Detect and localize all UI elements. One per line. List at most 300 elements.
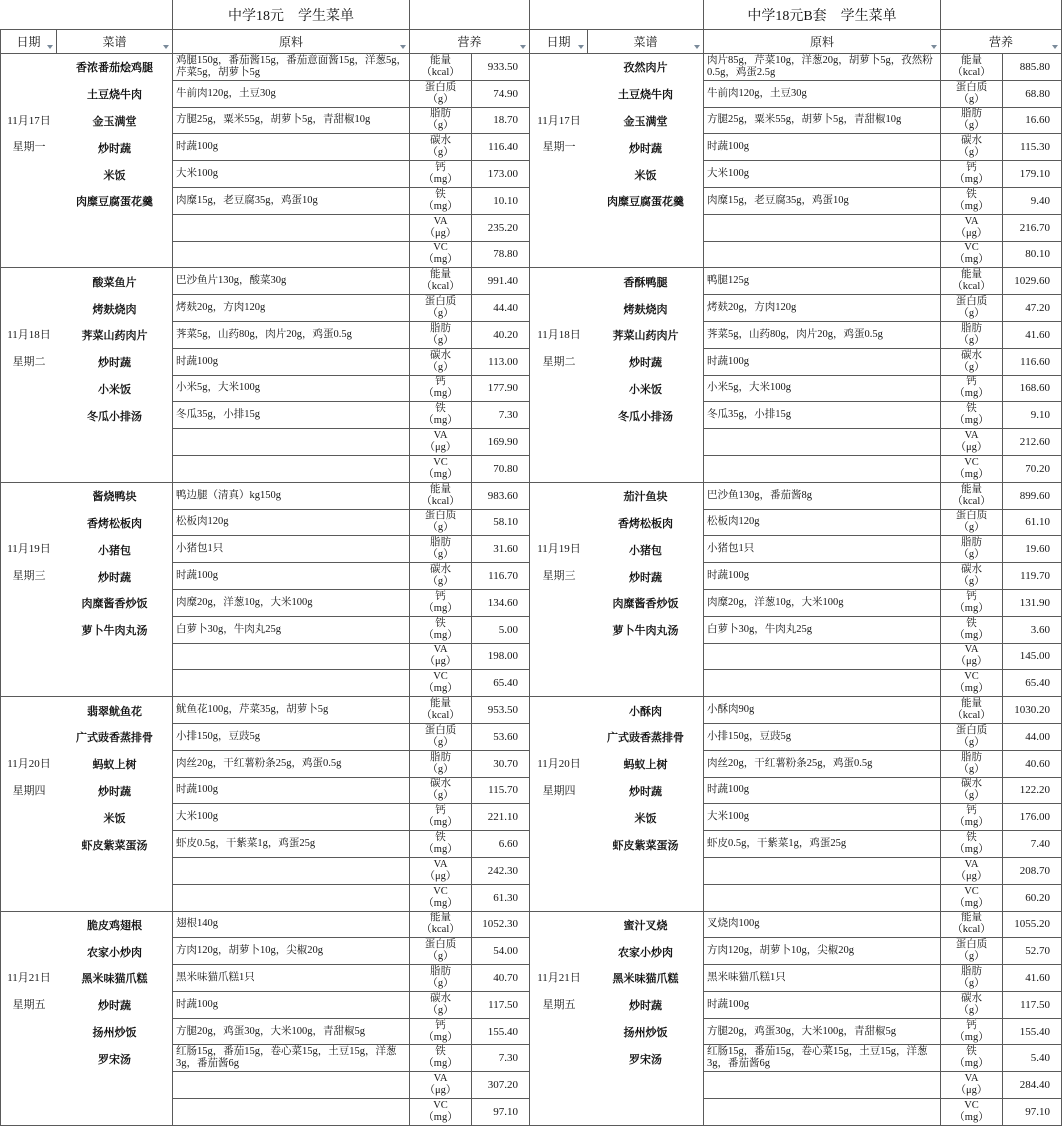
empty-ingredients-cell <box>704 885 941 912</box>
dish-ingredients: 肉糜15g，老豆腐35g，鸡蛋10g <box>173 188 410 215</box>
dish-ingredients: 小酥肉90g <box>704 697 941 724</box>
right-header-ingredients <box>704 30 941 54</box>
dish-name: 罗宋汤 <box>588 1045 704 1072</box>
nutrient-name: 碳水 <box>961 135 982 147</box>
nutrient-label <box>410 456 472 483</box>
nutrient-value: 16.60 <box>1003 108 1062 135</box>
nutrient-unit: （g） <box>427 334 454 346</box>
weekday-label: 星期四 <box>542 784 576 797</box>
nutrient-label <box>941 402 1003 429</box>
nutrient-name: 蛋白质 <box>955 296 988 308</box>
dish-ingredients: 翅根140g <box>173 912 410 939</box>
nutrient-value: 208.70 <box>1003 858 1062 885</box>
nutrient-unit: （g） <box>427 1004 454 1016</box>
nutrient-unit: （g） <box>958 736 985 748</box>
nutrient-value: 60.20 <box>1003 885 1062 912</box>
weekday-label: 星期二 <box>542 355 576 368</box>
nutrient-label <box>410 590 472 617</box>
empty-dish-cell <box>57 215 173 242</box>
nutrient-label <box>941 376 1003 403</box>
nutrient-name: 脂肪 <box>430 965 451 977</box>
header-ingredients-label: 原料 <box>809 35 834 49</box>
empty-dish-cell <box>588 456 704 483</box>
dish-ingredients: 牛前肉120g，土豆30g <box>704 81 941 108</box>
date-label: 11月18日 <box>537 328 581 341</box>
nutrient-unit: （μg） <box>955 227 988 239</box>
empty-ingredients-cell <box>173 670 410 697</box>
dish-name: 萝卜牛肉丸汤 <box>57 617 173 644</box>
date-label: 11月17日 <box>537 114 581 127</box>
nutrient-value: 131.90 <box>1003 590 1062 617</box>
empty-dish-cell <box>57 858 173 885</box>
nutrient-unit: （g） <box>958 549 985 561</box>
nutrient-value: 1030.20 <box>1003 697 1062 724</box>
nutrient-name: 脂肪 <box>430 108 451 120</box>
nutrient-value: 54.00 <box>472 938 530 965</box>
filter-arrow-icon[interactable] <box>1052 45 1058 49</box>
nutrient-value: 7.30 <box>472 402 530 429</box>
weekday-label: 星期三 <box>12 570 46 583</box>
nutrient-value: 9.10 <box>1003 402 1062 429</box>
nutrient-label <box>410 54 472 81</box>
dish-name: 香烤松板肉 <box>588 510 704 537</box>
nutrient-value: 176.00 <box>1003 804 1062 831</box>
dish-name: 金玉满堂 <box>588 108 704 135</box>
nutrient-label <box>410 1045 472 1072</box>
nutrient-value: 30.70 <box>472 751 530 778</box>
nutrient-label <box>941 724 1003 751</box>
nutrient-name: 铁 <box>435 832 446 843</box>
filter-arrow-icon[interactable] <box>931 45 937 49</box>
header-ingredients-label: 原料 <box>278 35 303 49</box>
nutrient-value: 5.40 <box>1003 1045 1062 1072</box>
left-date-cell <box>0 697 57 911</box>
dish-ingredients: 时蔬100g <box>704 563 941 590</box>
nutrient-name: 铁 <box>966 1046 977 1058</box>
nutrient-value: 40.60 <box>1003 751 1062 778</box>
nutrient-name: 脂肪 <box>961 965 982 977</box>
empty-ingredients-cell <box>173 885 410 912</box>
dish-name: 小米饭 <box>57 376 173 403</box>
dish-name: 蚂蚁上树 <box>57 751 173 778</box>
filter-arrow-icon[interactable] <box>578 45 584 49</box>
empty-dish-cell <box>588 885 704 912</box>
nutrient-value: 122.20 <box>1003 778 1062 805</box>
dish-ingredients: 烤麸20g，方肉120g <box>704 295 941 322</box>
nutrient-unit: （g） <box>958 522 985 534</box>
nutrient-name: 钙 <box>966 590 977 602</box>
nutrient-unit: （g） <box>427 790 454 802</box>
nutrient-label <box>410 161 472 188</box>
dish-ingredients: 巴沙鱼130g，番茄酱8g <box>704 483 941 510</box>
nutrient-unit: （g） <box>427 576 454 588</box>
dish-ingredients: 时蔬100g <box>704 134 941 161</box>
nutrient-name: 碳水 <box>961 349 982 361</box>
nutrient-value: 212.60 <box>1003 429 1062 456</box>
nutrient-unit: （g） <box>427 93 454 105</box>
nutrient-label <box>941 778 1003 805</box>
empty-ingredients-cell <box>704 1072 941 1099</box>
filter-arrow-icon[interactable] <box>163 45 169 49</box>
nutrient-name: VA <box>433 644 448 656</box>
nutrient-unit: （g） <box>427 120 454 132</box>
dish-name: 农家小炒肉 <box>57 938 173 965</box>
weekday-label: 星期二 <box>12 355 46 368</box>
nutrient-label <box>941 912 1003 939</box>
nutrient-name: VC <box>433 242 448 254</box>
dish-ingredients: 虾皮0.5g，干紫菜1g，鸡蛋25g <box>704 831 941 858</box>
nutrient-name: 能量 <box>961 54 982 66</box>
nutrient-unit: （mg） <box>423 897 458 909</box>
nutrient-value: 31.60 <box>472 536 530 563</box>
nutrient-label <box>410 134 472 161</box>
nutrient-unit: （mg） <box>423 1031 458 1043</box>
dish-name: 香浓番茄烩鸡腿 <box>57 54 173 81</box>
nutrient-value: 115.70 <box>472 778 530 805</box>
dish-ingredients: 时蔬100g <box>173 992 410 1019</box>
empty-dish-cell <box>57 670 173 697</box>
nutrient-label <box>410 778 472 805</box>
dish-ingredients: 时蔬100g <box>704 992 941 1019</box>
nutrient-name: 碳水 <box>430 564 451 576</box>
right-date-cell <box>530 268 588 482</box>
nutrient-unit: （kcal） <box>952 924 991 936</box>
nutrient-value: 44.40 <box>472 295 530 322</box>
nutrient-value: 52.70 <box>1003 938 1062 965</box>
nutrient-unit: （mg） <box>423 629 458 641</box>
filter-arrow-icon[interactable] <box>694 45 700 49</box>
nutrient-label <box>410 81 472 108</box>
dish-ingredients: 时蔬100g <box>173 563 410 590</box>
dish-ingredients: 烤麸20g，方肉120g <box>173 295 410 322</box>
nutrient-unit: （mg） <box>954 1058 989 1070</box>
date-label: 11月20日 <box>537 757 581 770</box>
nutrient-label <box>941 1099 1003 1126</box>
nutrient-unit: （g） <box>958 977 985 989</box>
filter-arrow-icon[interactable] <box>520 45 526 49</box>
nutrient-label <box>941 617 1003 644</box>
nutrient-value: 19.60 <box>1003 536 1062 563</box>
nutrient-value: 5.00 <box>472 617 530 644</box>
empty-ingredients-cell <box>704 215 941 242</box>
left-date-cell <box>0 483 57 697</box>
dish-ingredients: 大米100g <box>704 161 941 188</box>
dish-ingredients: 时蔬100g <box>704 778 941 805</box>
nutrient-unit: （μg） <box>424 870 457 882</box>
nutrient-unit: （kcal） <box>421 710 460 722</box>
date-label: 11月21日 <box>537 972 581 985</box>
dish-ingredients: 白萝卜30g，牛肉丸25g <box>173 617 410 644</box>
dish-name: 炒时蔬 <box>57 349 173 376</box>
empty-ingredients-cell <box>173 858 410 885</box>
nutrient-label <box>941 510 1003 537</box>
nutrient-name: 碳水 <box>961 564 982 576</box>
dish-ingredients: 荠菜5g，山药80g，肉片20g，鸡蛋0.5g <box>173 322 410 349</box>
nutrient-label <box>410 1072 472 1099</box>
nutrient-unit: （mg） <box>954 844 989 855</box>
nutrient-unit: （g） <box>427 951 454 963</box>
nutrient-unit: （mg） <box>423 388 458 400</box>
right-date-cell <box>530 54 588 268</box>
dish-name: 米饭 <box>588 161 704 188</box>
dish-ingredients: 白萝卜30g，牛肉丸25g <box>704 617 941 644</box>
dish-ingredients: 肉片85g，芹菜10g，洋葱20g，胡萝卜5g，孜然粉0.5g，鸡蛋2.5g <box>704 54 941 81</box>
nutrient-name: 钙 <box>966 1019 977 1031</box>
nutrient-name: 碳水 <box>430 135 451 147</box>
nutrient-value: 307.20 <box>472 1072 530 1099</box>
nutrient-name: 能量 <box>961 483 982 495</box>
dish-name: 肉糜酱香炒饭 <box>57 590 173 617</box>
dish-name: 萝卜牛肉丸汤 <box>588 617 704 644</box>
dish-name: 虾皮紫菜蛋汤 <box>57 831 173 858</box>
header-nutrition-label: 营养 <box>457 35 482 49</box>
dish-name: 蚂蚁上树 <box>588 751 704 778</box>
nutrient-label <box>410 751 472 778</box>
dish-ingredients: 巴沙鱼片130g，酸菜30g <box>173 268 410 295</box>
dish-name: 炒时蔬 <box>588 563 704 590</box>
date-label: 11月17日 <box>7 114 51 127</box>
dish-ingredients: 小排150g，豆豉5g <box>173 724 410 751</box>
nutrient-unit: （mg） <box>954 174 989 186</box>
header-nutrition-label: 营养 <box>988 35 1013 49</box>
dish-ingredients: 小猪包1只 <box>704 536 941 563</box>
nutrient-unit: （mg） <box>423 174 458 186</box>
empty-ingredients-cell <box>704 858 941 885</box>
date-label: 11月19日 <box>537 543 581 556</box>
empty-dish-cell <box>588 215 704 242</box>
left-date-cell <box>0 912 57 1126</box>
nutrient-unit: （mg） <box>423 683 458 695</box>
nutrient-name: 蛋白质 <box>955 81 988 93</box>
nutrient-name: 铁 <box>435 1046 446 1058</box>
left-header-dish <box>57 30 173 54</box>
dish-ingredients: 大米100g <box>173 161 410 188</box>
nutrient-value: 216.70 <box>1003 215 1062 242</box>
nutrient-value: 983.60 <box>472 483 530 510</box>
empty-dish-cell <box>57 644 173 671</box>
nutrient-label <box>941 349 1003 376</box>
nutrient-value: 221.10 <box>472 804 530 831</box>
nutrient-unit: （mg） <box>954 468 989 480</box>
nutrient-label <box>941 965 1003 992</box>
nutrient-unit: （mg） <box>423 468 458 480</box>
nutrient-unit: （g） <box>958 763 985 775</box>
nutrient-value: 80.10 <box>1003 242 1062 269</box>
nutrient-label <box>941 242 1003 269</box>
dish-ingredients: 方腿25g，粟米55g，胡萝卜5g，青甜椒10g <box>704 108 941 135</box>
right-header-nutrition <box>941 30 1062 54</box>
menu-title-left: 中学18元 学生菜单 <box>173 0 410 30</box>
dish-name: 炒时蔬 <box>588 134 704 161</box>
dish-name: 虾皮紫菜蛋汤 <box>588 831 704 858</box>
nutrient-name: 钙 <box>435 162 446 174</box>
nutrient-value: 953.50 <box>472 697 530 724</box>
nutrient-name: VA <box>433 215 448 227</box>
nutrient-unit: （g） <box>958 120 985 132</box>
nutrient-unit: （g） <box>427 977 454 989</box>
nutrient-value: 10.10 <box>472 188 530 215</box>
nutrient-value: 58.10 <box>472 510 530 537</box>
nutrient-label <box>410 215 472 242</box>
empty-ingredients-cell <box>173 1072 410 1099</box>
dish-ingredients: 叉烧肉100g <box>704 912 941 939</box>
dish-name: 孜然肉片 <box>588 54 704 81</box>
dish-name: 香烤松板肉 <box>57 510 173 537</box>
dish-ingredients: 牛前肉120g，土豆30g <box>173 81 410 108</box>
nutrient-value: 169.90 <box>472 429 530 456</box>
empty-ingredients-cell <box>704 429 941 456</box>
empty-dish-cell <box>57 456 173 483</box>
nutrient-label <box>410 322 472 349</box>
nutrient-label <box>941 644 1003 671</box>
nutrient-label <box>410 724 472 751</box>
dish-ingredients: 鸡腿150g，番茄酱15g，番茄意面酱15g，洋葱5g，芹菜5g，胡萝卜5g <box>173 54 410 81</box>
nutrient-label <box>941 54 1003 81</box>
nutrient-value: 44.00 <box>1003 724 1062 751</box>
nutrient-name: 能量 <box>430 698 451 710</box>
dish-ingredients: 鱿鱼花100g，芹菜35g，胡萝卜5g <box>173 697 410 724</box>
dish-ingredients: 松板肉120g <box>173 510 410 537</box>
dish-name: 肉糜豆腐蛋花羹 <box>588 188 704 215</box>
dish-name: 茄汁鱼块 <box>588 483 704 510</box>
nutrient-value: 78.80 <box>472 242 530 269</box>
nutrient-name: 铁 <box>435 617 446 629</box>
nutrient-label <box>410 697 472 724</box>
nutrient-value: 1055.20 <box>1003 912 1062 939</box>
nutrient-name: VC <box>964 671 979 683</box>
date-label: 11月19日 <box>7 543 51 556</box>
nutrient-unit: （mg） <box>423 1111 458 1123</box>
nutrient-name: VA <box>964 430 979 442</box>
weekday-label: 星期三 <box>542 570 576 583</box>
nutrient-name: VA <box>433 430 448 442</box>
nutrient-label <box>941 188 1003 215</box>
dish-name: 黑米味猫爪糕 <box>57 965 173 992</box>
dish-name: 土豆烧牛肉 <box>588 81 704 108</box>
dish-name: 酸菜鱼片 <box>57 268 173 295</box>
nutrient-label <box>410 295 472 322</box>
nutrient-label <box>941 885 1003 912</box>
dish-name: 荠菜山药肉片 <box>588 322 704 349</box>
nutrient-unit: （μg） <box>955 442 988 454</box>
nutrient-value: 284.40 <box>1003 1072 1062 1099</box>
nutrient-value: 7.30 <box>472 1045 530 1072</box>
nutrient-unit: （g） <box>427 147 454 159</box>
nutrient-label <box>941 938 1003 965</box>
nutrient-value: 1029.60 <box>1003 268 1062 295</box>
nutrient-unit: （mg） <box>954 602 989 614</box>
left-header-date <box>0 30 57 54</box>
dish-name: 炒时蔬 <box>588 992 704 1019</box>
right-date-cell <box>530 483 588 697</box>
dish-name: 烤麸烧肉 <box>588 295 704 322</box>
nutrient-value: 40.20 <box>472 322 530 349</box>
left-header-ingredients <box>173 30 410 54</box>
left-header-nutrition <box>410 30 530 54</box>
nutrient-label <box>410 992 472 1019</box>
dish-name: 小猪包 <box>57 536 173 563</box>
nutrient-value: 155.40 <box>1003 1019 1062 1046</box>
dish-name: 肉糜豆腐蛋花羹 <box>57 188 173 215</box>
dish-ingredients: 黑米味猫爪糕1只 <box>704 965 941 992</box>
dish-name: 炒时蔬 <box>588 778 704 805</box>
dish-ingredients: 肉糜20g，洋葱10g，大米100g <box>704 590 941 617</box>
empty-dish-cell <box>588 1072 704 1099</box>
nutrient-value: 899.60 <box>1003 483 1062 510</box>
nutrient-name: VC <box>433 671 448 683</box>
dish-ingredients: 时蔬100g <box>173 134 410 161</box>
nutrient-value: 97.10 <box>472 1099 530 1126</box>
nutrient-name: 蛋白质 <box>955 724 988 736</box>
nutrient-name: 脂肪 <box>430 322 451 334</box>
nutrient-value: 113.00 <box>472 349 530 376</box>
nutrient-label <box>410 536 472 563</box>
nutrient-name: 能量 <box>430 269 451 281</box>
nutrient-value: 40.70 <box>472 965 530 992</box>
nutrient-unit: （mg） <box>954 254 989 266</box>
dish-name: 罗宋汤 <box>57 1045 173 1072</box>
nutrient-unit: （mg） <box>954 1031 989 1043</box>
nutrient-label <box>941 268 1003 295</box>
nutrient-name: 钙 <box>435 1019 446 1031</box>
weekday-label: 星期一 <box>542 141 576 154</box>
nutrient-name: 能量 <box>430 912 451 924</box>
empty-dish-cell <box>588 858 704 885</box>
title-spacer <box>410 0 530 30</box>
nutrient-value: 116.70 <box>472 563 530 590</box>
dish-name: 小猪包 <box>588 536 704 563</box>
nutrient-label <box>410 965 472 992</box>
nutrient-name: VA <box>964 858 979 870</box>
nutrient-name: 蛋白质 <box>424 81 457 93</box>
nutrient-name: 蛋白质 <box>955 939 988 951</box>
dish-name: 扬州炒饭 <box>588 1019 704 1046</box>
dish-name: 蜜汁叉烧 <box>588 912 704 939</box>
nutrient-name: 钙 <box>435 590 446 602</box>
nutrient-name: 钙 <box>966 162 977 174</box>
date-label: 11月18日 <box>7 328 51 341</box>
empty-ingredients-cell <box>173 215 410 242</box>
dish-name: 广式豉香蒸排骨 <box>57 724 173 751</box>
nutrient-name: 能量 <box>430 483 451 495</box>
weekday-label: 星期五 <box>12 998 46 1011</box>
nutrient-value: 47.20 <box>1003 295 1062 322</box>
dish-ingredients: 方腿20g，鸡蛋30g，大米100g，青甜椒5g <box>704 1019 941 1046</box>
nutrient-label <box>941 697 1003 724</box>
nutrient-unit: （kcal） <box>421 281 460 293</box>
nutrient-value: 117.50 <box>1003 992 1062 1019</box>
weekday-label: 星期四 <box>12 784 46 797</box>
dish-name: 炒时蔬 <box>57 563 173 590</box>
nutrient-name: 钙 <box>966 376 977 388</box>
menu-title-right: 中学18元B套 学生菜单 <box>704 0 941 30</box>
nutrient-value: 145.00 <box>1003 644 1062 671</box>
nutrient-label <box>941 590 1003 617</box>
dish-ingredients: 时蔬100g <box>173 778 410 805</box>
dish-name: 烤麸烧肉 <box>57 295 173 322</box>
nutrient-value: 68.80 <box>1003 81 1062 108</box>
right-date-cell <box>530 912 588 1126</box>
dish-ingredients: 松板肉120g <box>704 510 941 537</box>
nutrient-unit: （mg） <box>954 683 989 695</box>
dish-ingredients: 方腿20g，鸡蛋30g，大米100g，青甜椒5g <box>173 1019 410 1046</box>
nutrient-unit: （mg） <box>423 254 458 266</box>
nutrient-name: 能量 <box>961 269 982 281</box>
filter-arrow-icon[interactable] <box>47 45 53 49</box>
filter-arrow-icon[interactable] <box>400 45 406 49</box>
empty-ingredients-cell <box>173 644 410 671</box>
nutrient-value: 41.60 <box>1003 965 1062 992</box>
